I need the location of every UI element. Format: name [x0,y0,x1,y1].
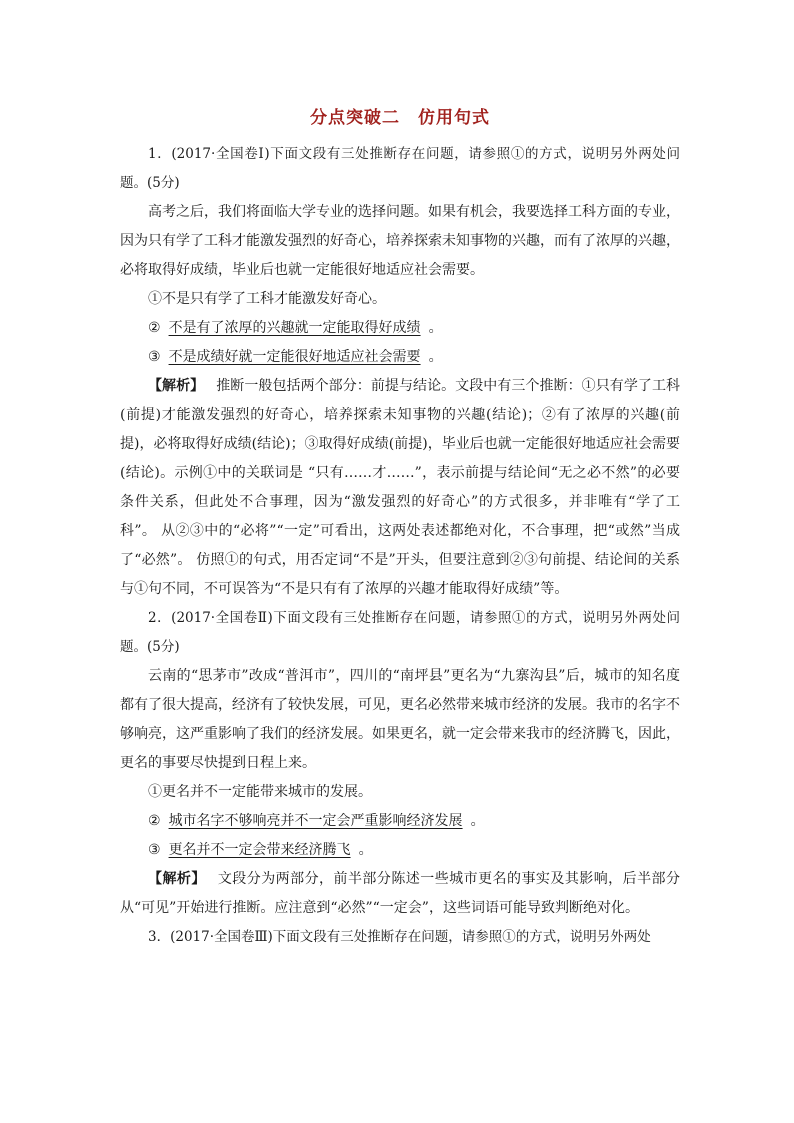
question-2-answer-2: ② 城市名字不够响亮并不一定会严重影响经济发展 。 [148,813,485,829]
answer-text: 城市名字不够响亮并不一定会严重影响经济发展 [168,813,463,829]
answer-number: ② [148,320,161,336]
question-2-passage: 云南的“思茅市”改成“普洱市”，四川的“南坪县”更名为“九寨沟县”后，城市的知名度都有了很大提高，经济有了较快发展，可见，更名必然带来城市经济的发展。我市的名字不够响亮，这严重影响了我们的经济发展。如果更名，就一定会带来我市的经济腾飞，因此，更名的事要尽快提到日程上来。 [120,668,680,771]
analysis-text: 文段分为两部分，前半部分陈述一些城市更名的事实及其影响，后半部分从“可见”开始进行推断。应注意到“必然”“一定会”，这些词语可能导致判断绝对化。 [120,871,681,916]
answer-number: ③ [148,349,161,365]
question-1-passage: 高考之后，我们将面临大学专业的选择问题。如果有机会，我要选择工科方面的专业，因为只有学了工科才能激发强烈的好奇心，培养探索未知事物的兴趣，而有了浓厚的兴趣，必将取得好成绩，毕业后也就一定能很好地适应社会需要。 [120,204,680,278]
question-1-example: ①不是只有学了工科才能激发好奇心。 [148,291,386,307]
page-title [120,106,680,130]
question-2-analysis [120,865,680,923]
answer-text: 更名并不一定会带来经济腾飞 [168,842,351,858]
answer-number: ③ [148,842,161,858]
document-page [120,100,680,952]
analysis-tag: 【解析】 [148,871,206,887]
question-2-head: 2．(2017·全国卷Ⅱ)下面文段有三处推断存在问题，请参照①的方式，说明另外两处问题。(5分) [120,610,680,655]
question-1-answer-2: ② 不是有了浓厚的兴趣就一定能取得好成绩 。 [148,320,443,336]
answer-number: ② [148,813,161,829]
question-2-answer-3: ③ 更名并不一定会带来经济腾飞 。 [148,842,373,858]
analysis-tag: 【解析】 [148,378,205,394]
question-2-example: ①更名并不一定能带来城市的发展。 [148,784,372,800]
question-1-answer-3: ③ 不是成绩好就一定能很好地适应社会需要 。 [148,349,443,365]
question-1-head: 1．(2017·全国卷Ⅰ)下面文段有三处推断存在问题，请参照①的方式，说明另外两处问题。(5分) [120,146,680,191]
answer-text: 不是有了浓厚的兴趣就一定能取得好成绩 [168,320,421,336]
title-part1: 分点突破二 [310,108,400,128]
analysis-text: 推断一般包括两个部分：前提与结论。文段中有三个推断：①只有学了工科(前提)才能激发强烈的好奇心，培养探索未知事物的兴趣(结论)；②有了浓厚的兴趣(前提)，必将取得好成绩(结论)；③取得好成绩(前提)，毕业后也就一定能很好地适应社会需要(结论)。示例①中的关联词是 “只有……才……”，表示前提与结论间“无之必不然”的必要条件关系，但此处不合事理，因为“激发强烈的好奇心”的方式很多，并非唯有“学了工科”。 从②③中的“必将”“一定”可看出，这两处表述都绝对化，不合事理，把“或然”当成了“必然”。 仿照①的句式，用否定词“不是”开头，但要注意到②③句前提、结论间的关系与①句不同，不可误答为“不是只有有了浓厚的兴趣才能取得好成绩”等。 [120,378,681,597]
question-1-analysis [120,372,680,604]
question-3-head: 3．(2017·全国卷Ⅲ)下面文段有三处推断存在问题，请参照①的方式，说明另外两处 [148,929,651,945]
answer-text: 不是成绩好就一定能很好地适应社会需要 [168,349,421,365]
title-part2: 仿用句式 [418,108,490,128]
